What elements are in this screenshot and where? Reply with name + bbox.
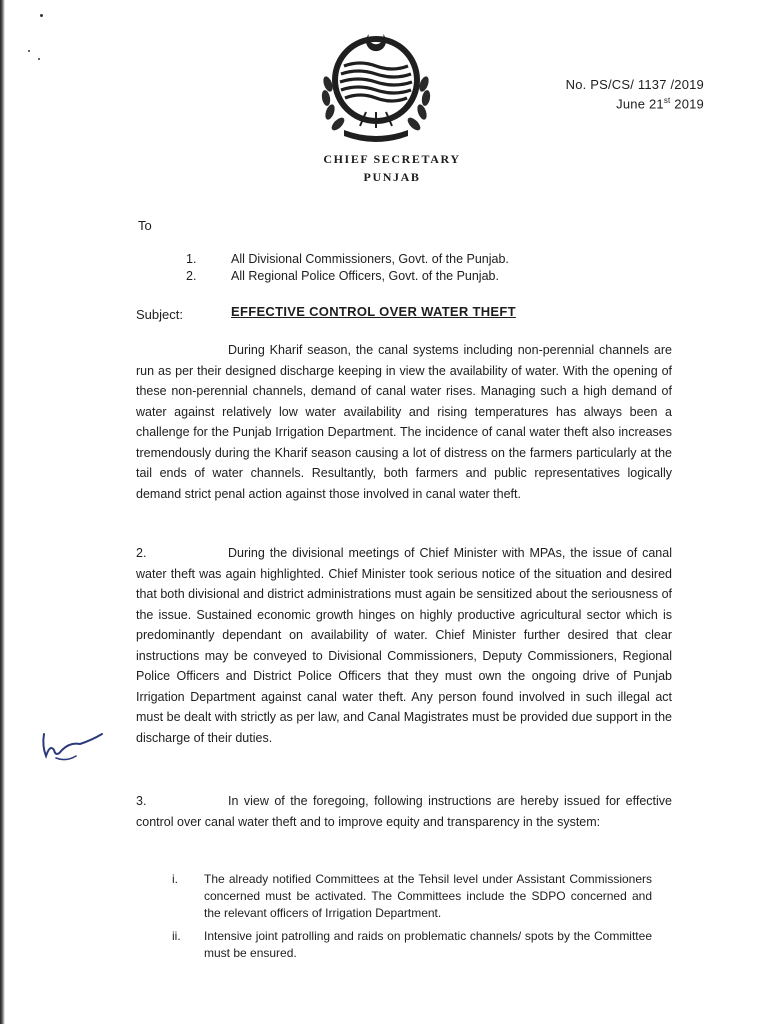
subject-label: Subject: bbox=[136, 307, 183, 322]
paragraph-number: 2. bbox=[136, 546, 147, 560]
recipient-item: 1. All Divisional Commissioners, Govt. of the Punjab. bbox=[186, 252, 509, 266]
recipient-list bbox=[186, 251, 509, 285]
subject-text: EFFECTIVE CONTROL OVER WATER THEFT bbox=[231, 304, 516, 319]
paragraph-3-text: In view of the foregoing, following instructions are hereby issued for effective control over canal water theft and to improve equity and transparency in the system: bbox=[136, 794, 672, 829]
letter-date: June 21st 2019 bbox=[616, 96, 704, 112]
scan-edge bbox=[0, 0, 5, 1024]
office-title-line2: PUNJAB bbox=[363, 170, 421, 184]
office-title-line1: CHIEF SECRETARY bbox=[323, 152, 461, 166]
instruction-item: ii. Intensive joint patrolling and raids on problematic channels/ spots by the Committee must be ensured. bbox=[172, 929, 652, 960]
instruction-item: i. The already notified Committees at the Tehsil level under Assistant Commissioners concerned must be activated. The Committees include the SDPO concerned and the relevant officers of Irrigation Department. bbox=[172, 872, 652, 920]
recipient-item: 2. All Regional Police Officers, Govt. of the Punjab. bbox=[186, 269, 499, 283]
handwritten-initials bbox=[36, 728, 106, 768]
paragraph-2-text: During the divisional meetings of Chief Minister with MPAs, the issue of canal water theft was again highlighted. Chief Minister took serious notice of the situation and desired that both divisional and district administrations must again be sensitized about the seriousness of the issue. Sustained economic growth hinges on highly productive agricultural sector which is predominantly dependant on availability of water. Chief Minister further desired that clear instructions may be conveyed to Divisional Commissioners, Deputy Commissioners, Regional Police Officers and District Police Officers that they must own the ongoing drive of Punjab Irrigation Department against canal water theft. Any person found involved in such illegal act must be dealt with strictly as per law, and Canal Magistrates must be provided due support in the discharge of their duties. bbox=[136, 546, 672, 745]
paragraph-number: 3. bbox=[136, 794, 147, 808]
reference-block bbox=[566, 77, 704, 112]
paragraph-3 bbox=[136, 791, 672, 832]
paragraph-2 bbox=[136, 543, 672, 748]
instruction-list bbox=[172, 871, 652, 968]
paragraph-1: During Kharif season, the canal systems including non-perennial channels are run as per their designed discharge keeping in view the availability of water. With the opening of these non-perennial channels, demand of canal water rises. Managing such a high demand of water against relatively low water availability and rising temperatures has always been a challenge for the Punjab Irrigation Department. The incidence of canal water theft also increases tremendously during the Kharif season causing a lot of distress on the farmers particularly at the tail ends of water channels. Resultantly, both farmers and public representatives logically demand strict penal action against those involved in canal water theft. bbox=[136, 343, 672, 501]
punjab-emblem-icon bbox=[314, 26, 438, 142]
office-title bbox=[8, 150, 768, 186]
to-label: To bbox=[138, 218, 152, 233]
reference-number: No. PS/CS/ 1137 /2019 bbox=[565, 77, 704, 92]
